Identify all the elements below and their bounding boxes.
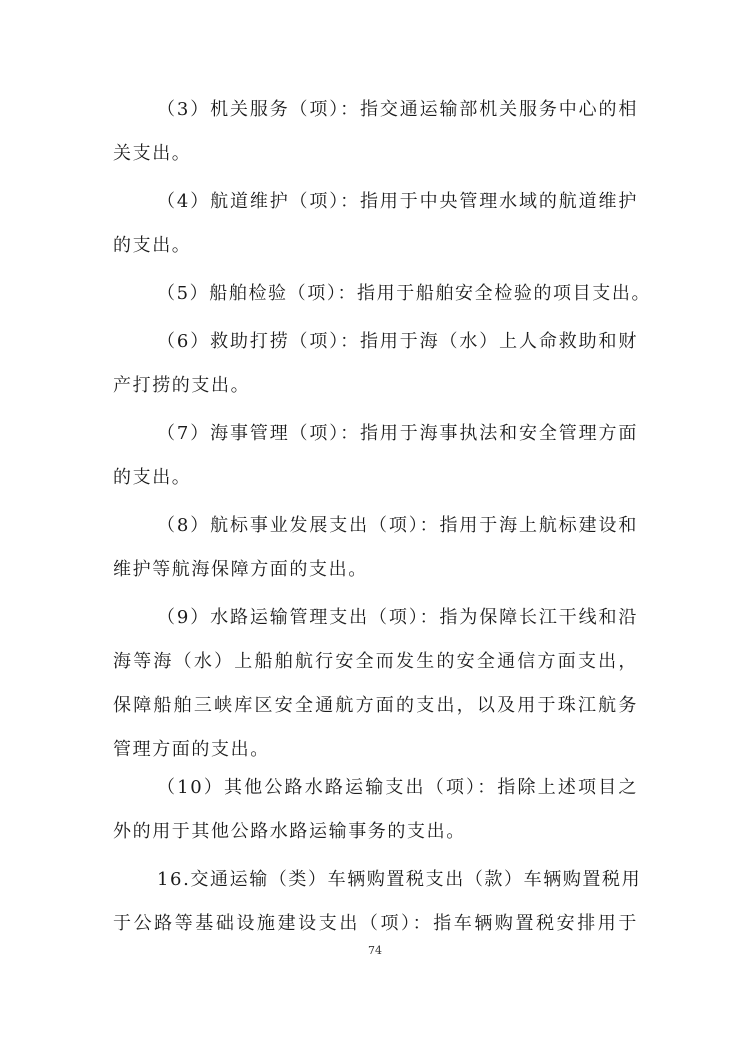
paragraph-line: （3）机关服务（项）：指交通运输部机关服务中心的相: [157, 99, 638, 120]
paragraph-line: 的支出。: [113, 235, 192, 256]
paragraph-line: 关支出。: [113, 143, 192, 164]
paragraph-navigation-marks: [113, 504, 638, 592]
page-number: 74: [368, 944, 382, 957]
paragraph-waterway-transport-management: [113, 596, 638, 772]
paragraph-line: （4）航道维护（项）：指用于中央管理水域的航道维护: [157, 191, 638, 212]
paragraph-line: （10）其他公路水路运输支出（项）：指除上述项目之: [157, 777, 638, 798]
paragraph-line: （9）水路运输管理支出（项）：指为保障长江干线和沿: [157, 607, 638, 628]
paragraph-line: 16.交通运输（类）车辆购置税支出（款）车辆购置税用: [157, 869, 642, 890]
paragraph-maritime-management: [113, 412, 638, 500]
paragraph-line: （8）航标事业发展支出（项）：指用于海上航标建设和: [157, 515, 638, 536]
paragraph-line: 产打捞的支出。: [113, 375, 251, 396]
paragraph-waterway-maintenance: [113, 180, 638, 268]
paragraph-other-transport: [113, 766, 638, 854]
paragraph-line: （6）救助打捞（项）：指用于海（水）上人命救助和财: [157, 331, 638, 352]
paragraph-institutional-services: [113, 88, 638, 176]
paragraph-line: 的支出。: [113, 467, 192, 488]
paragraph-line: （5）船舶检验（项）：指用于船舶安全检验的项目支出。: [157, 283, 652, 304]
paragraph-line: 管理方面的支出。: [113, 739, 270, 760]
paragraph-vehicle-purchase-tax: [113, 858, 642, 946]
paragraph-line: （7）海事管理（项）：指用于海事执法和安全管理方面: [157, 423, 638, 444]
paragraph-line: 海等海（水）上船舶航行安全而发生的安全通信方面支出，: [113, 651, 638, 672]
paragraph-line: 维护等航海保障方面的支出。: [113, 559, 368, 580]
paragraph-rescue-salvage: [113, 320, 638, 408]
paragraph-line: 外的用于其他公路水路运输事务的支出。: [113, 821, 466, 842]
paragraph-ship-inspection: [113, 272, 652, 316]
paragraph-line: 于公路等基础设施建设支出（项）：指车辆购置税安排用于: [113, 913, 638, 934]
paragraph-line: 保障船舶三峡库区安全通航方面的支出，以及用于珠江航务: [113, 695, 638, 716]
